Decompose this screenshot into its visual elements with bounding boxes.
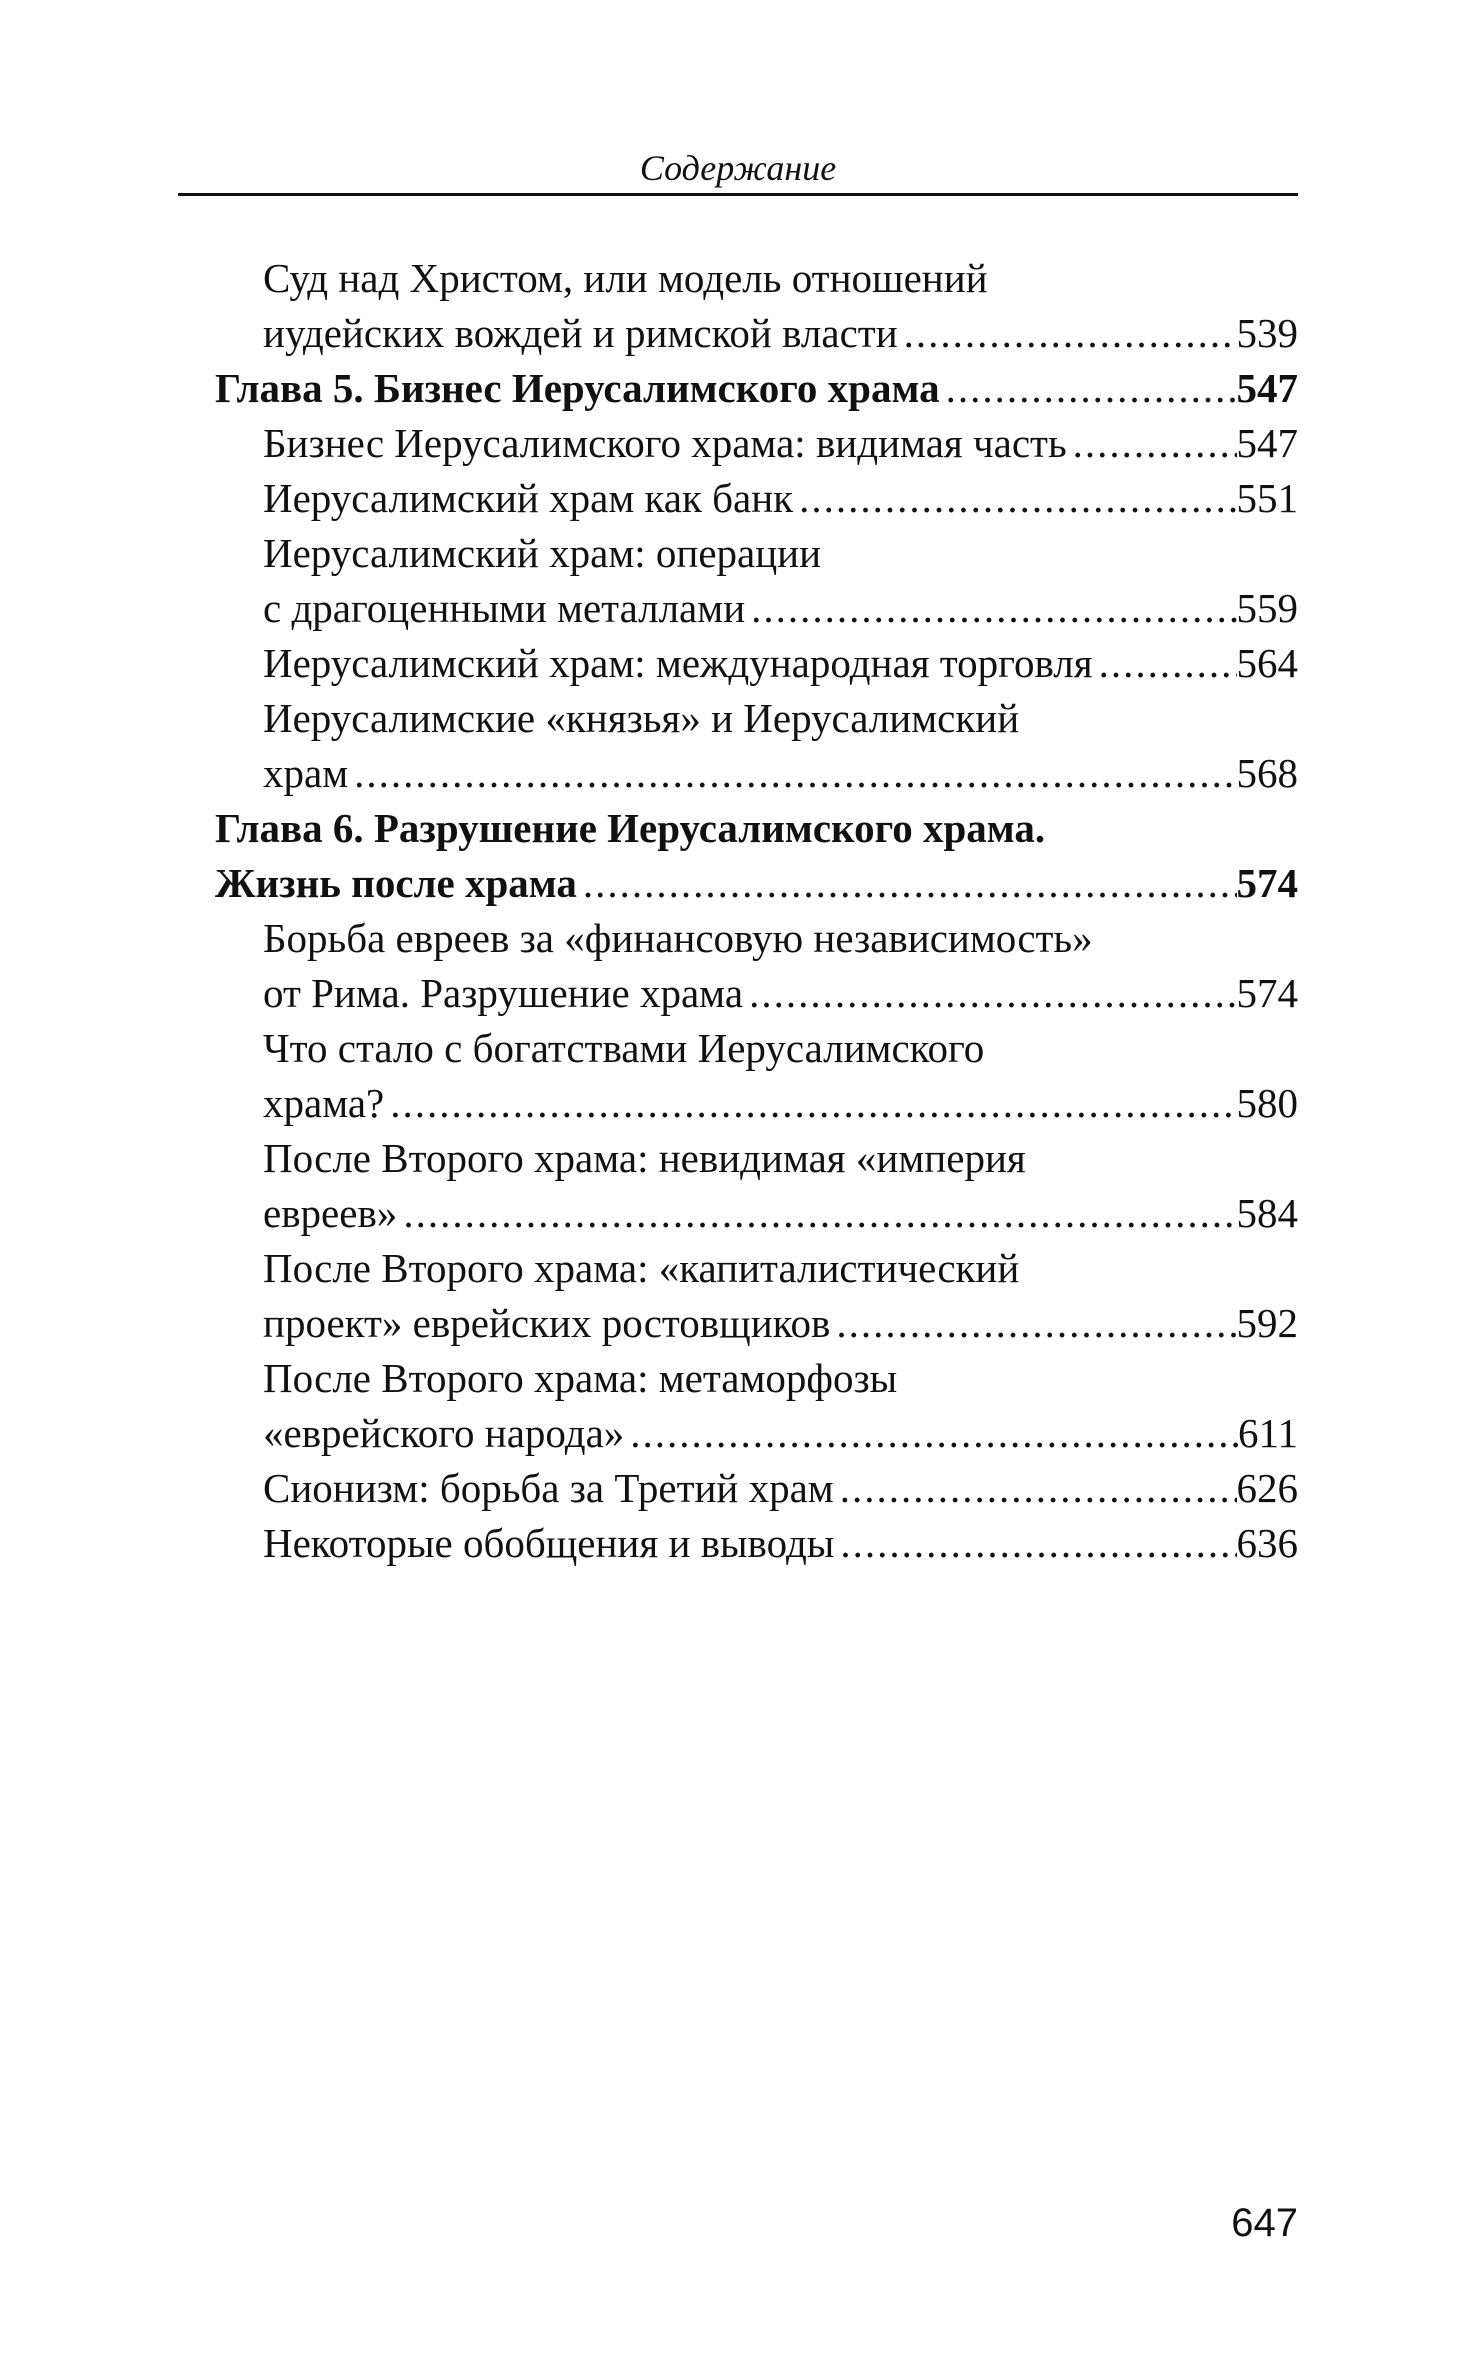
dot-leader xyxy=(834,1461,1237,1516)
dot-leader xyxy=(745,581,1236,636)
toc-section-entry xyxy=(215,1241,1298,1351)
toc-entry-row xyxy=(263,1461,1298,1516)
toc-entry-title-line: Иерусалимский храм: операции xyxy=(263,530,822,576)
toc-entry-row xyxy=(263,636,1298,691)
toc-section-entry xyxy=(215,526,1298,636)
table-of-contents xyxy=(215,251,1298,1571)
toc-entry-title-line: храма? xyxy=(263,1080,385,1126)
toc-section-entry xyxy=(215,1351,1298,1461)
toc-entry-title-line: Жизнь после храма xyxy=(215,860,577,906)
toc-page-number: 564 xyxy=(1236,640,1298,686)
toc-entry-row xyxy=(263,1186,1298,1241)
toc-entry-title-line: «еврейского народа» xyxy=(263,1410,625,1456)
toc-entry-row xyxy=(263,746,1298,801)
toc-page-number: 539 xyxy=(1236,310,1298,356)
dot-leader xyxy=(384,1076,1236,1131)
toc-entry-row xyxy=(263,1076,1298,1131)
toc-section-entry xyxy=(215,1461,1298,1516)
running-head: Содержание xyxy=(639,148,837,188)
dot-leader xyxy=(898,306,1237,361)
toc-entry-title-line: Сионизм: борьба за Третий храм xyxy=(263,1465,834,1511)
toc-section-entry xyxy=(215,416,1298,471)
toc-section-entry xyxy=(215,691,1298,801)
toc-entry-title-line: проект» еврейских ростовщиков xyxy=(263,1300,831,1346)
toc-entry-title-line: Глава 5. Бизнес Иерусалимского храма xyxy=(215,365,940,411)
toc-entry-title-line: После Второго храма: метаморфозы xyxy=(263,1355,898,1401)
toc-section-entry xyxy=(215,1516,1298,1571)
dot-leader xyxy=(624,1406,1238,1461)
toc-section-entry xyxy=(215,911,1298,1021)
toc-page-number: 580 xyxy=(1236,1080,1298,1126)
toc-page-number: 559 xyxy=(1236,585,1298,631)
toc-entry-title-line: Что стало с богатствами Иерусалимского xyxy=(263,1025,985,1071)
toc-section-entry xyxy=(215,1131,1298,1241)
toc-entry-row xyxy=(263,471,1298,526)
toc-page-number: 568 xyxy=(1236,750,1298,796)
toc-entry-title-line: После Второго храма: «капиталистический xyxy=(263,1245,1020,1291)
dot-leader xyxy=(1067,416,1237,471)
toc-entry-row xyxy=(215,856,1298,911)
toc-section-entry xyxy=(215,471,1298,526)
toc-page-number: 551 xyxy=(1236,475,1298,521)
dot-leader xyxy=(577,856,1237,911)
toc-entry-title-line: храм xyxy=(263,750,349,796)
dot-leader xyxy=(834,1516,1236,1571)
toc-page-number: 574 xyxy=(1236,970,1298,1016)
toc-entry-title-line: Суд над Христом, или модель отношений xyxy=(263,255,988,301)
toc-entry-title-line: Глава 6. Разрушение Иерусалимского храма. xyxy=(215,805,1046,851)
header-rule xyxy=(178,193,1298,196)
toc-chapter-entry xyxy=(215,801,1298,911)
toc-page-number: 547 xyxy=(1236,420,1298,466)
toc-entry-row xyxy=(263,1406,1298,1461)
toc-entry-title-line: Борьба евреев за «финансовую независимость» xyxy=(263,915,1093,961)
toc-page-number: 611 xyxy=(1238,1410,1298,1456)
toc-page-number: 626 xyxy=(1236,1465,1298,1511)
toc-section-entry xyxy=(215,636,1298,691)
toc-entry-row xyxy=(215,361,1298,416)
toc-entry-title-line: с драгоценными металлами xyxy=(263,585,746,631)
dot-leader xyxy=(743,966,1236,1021)
dot-leader xyxy=(940,361,1237,416)
toc-entry-title-line: Иерусалимский храм: международная торговля xyxy=(263,640,1093,686)
dot-leader xyxy=(348,746,1236,801)
toc-entry-row xyxy=(263,966,1298,1021)
toc-entry-title-line: иудейских вождей и римской власти xyxy=(263,310,898,356)
toc-page-number: 636 xyxy=(1236,1520,1298,1566)
toc-entry-title-line: После Второго храма: невидимая «империя xyxy=(263,1135,1026,1181)
toc-entry-title-line: Иерусалимский храм как банк xyxy=(263,475,794,521)
toc-chapter-entry xyxy=(215,361,1298,416)
toc-page-number: 584 xyxy=(1236,1190,1298,1236)
toc-section-entry xyxy=(215,251,1298,361)
toc-entry-title-line: Некоторые обобщения и выводы xyxy=(263,1520,835,1566)
toc-entry-title-line: Иерусалимские «князья» и Иерусалимский xyxy=(263,695,1020,741)
toc-page-number: 592 xyxy=(1236,1300,1298,1346)
toc-section-entry xyxy=(215,1021,1298,1131)
dot-leader xyxy=(397,1186,1236,1241)
toc-entry-row xyxy=(263,1296,1298,1351)
page-number: 647 xyxy=(1231,2201,1298,2245)
dot-leader xyxy=(793,471,1236,526)
dot-leader xyxy=(1093,636,1237,691)
toc-page-number: 547 xyxy=(1236,365,1298,411)
toc-entry-row xyxy=(263,1516,1298,1571)
toc-page-number: 574 xyxy=(1236,860,1298,906)
toc-entry-title-line: Бизнес Иерусалимского храма: видимая часть xyxy=(263,420,1067,466)
toc-entry-row xyxy=(263,416,1298,471)
toc-entry-row xyxy=(263,306,1298,361)
toc-entry-title-line: евреев» xyxy=(263,1190,398,1236)
dot-leader xyxy=(830,1296,1236,1351)
toc-entry-row xyxy=(263,581,1298,636)
toc-entry-title-line: от Рима. Разрушение храма xyxy=(263,970,744,1016)
